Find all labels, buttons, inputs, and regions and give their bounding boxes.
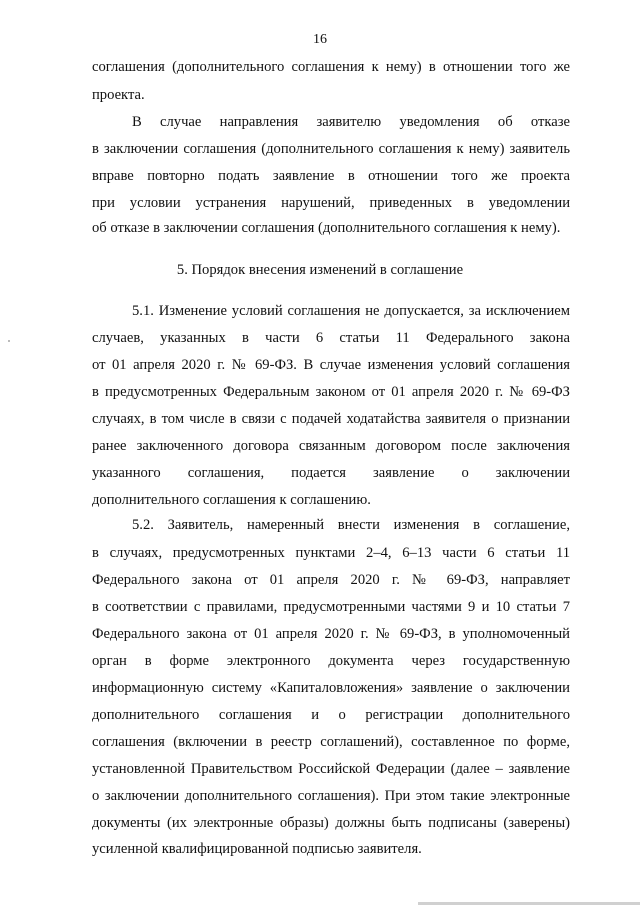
text-line: от 01 апреля 2020 г. № 69-ФЗ. В случае изменения условий соглашения (92, 357, 570, 373)
text-line: усиленной квалифицированной подписью заявителя. (92, 841, 422, 857)
text-line: дополнительного соглашения и о регистрации дополнительного (92, 707, 570, 723)
scan-speck (8, 340, 10, 342)
text-line: 5.2. Заявитель, намеренный внести изменения в соглашение, (132, 517, 570, 533)
text-line: информационную систему «Капиталовложения» заявление о заключении (92, 680, 570, 696)
text-line: указанного соглашения, подается заявление о заключении (92, 465, 570, 481)
text-line: документы (их электронные образы) должны быть подписаны (заверены) (92, 815, 570, 831)
text-line: о заключении дополнительного соглашения). При этом такие электронные (92, 788, 570, 804)
text-line: соглашения (дополнительного соглашения к нему) в отношении того же (92, 59, 570, 75)
text-line: проекта. (92, 87, 145, 103)
text-line: в заключении соглашения (дополнительного соглашения к нему) заявитель (92, 141, 570, 157)
text-line: ранее заключенного договора связанным договором после заключения (92, 438, 570, 454)
text-line: случаях, в том числе в связи с подачей ходатайства заявителя о признании (92, 411, 570, 427)
text-line: установленной Правительством Российской Федерации (далее – заявление (92, 761, 570, 777)
text-line: соглашения (включении в реестр соглашений), составленное по форме, (92, 734, 570, 750)
text-line: Федерального закона от 01 апреля 2020 г. № 69-ФЗ, направляет (92, 572, 570, 588)
section-heading: 5. Порядок внесения изменений в соглашение (176, 262, 464, 278)
text-line: В случае направления заявителю уведомления об отказе (132, 114, 570, 130)
text-line: при условии устранения нарушений, приведенных в уведомлении (92, 195, 570, 211)
text-line: вправе повторно подать заявление в отношении того же проекта (92, 168, 570, 184)
text-line: Федерального закона от 01 апреля 2020 г. № 69-ФЗ, в уполномоченный (92, 626, 570, 642)
text-line: в соответствии с правилами, предусмотренными частями 9 и 10 статьи 7 (92, 599, 570, 615)
text-line: случаев, указанных в части 6 статьи 11 Федерального закона (92, 330, 570, 346)
text-line: орган в форме электронного документа через государственную (92, 653, 570, 669)
text-line: об отказе в заключении соглашения (дополнительного соглашения к нему). (92, 220, 561, 236)
text-line: в случаях, предусмотренных пунктами 2–4, 6–13 части 6 статьи 11 (92, 545, 570, 561)
text-line: дополнительного соглашения к соглашению. (92, 492, 371, 508)
text-line: 5.1. Изменение условий соглашения не допускается, за исключением (132, 303, 570, 319)
page-number: 16 (313, 32, 327, 47)
text-line: в предусмотренных Федеральным законом от 01 апреля 2020 г. № 69-ФЗ (92, 384, 570, 400)
